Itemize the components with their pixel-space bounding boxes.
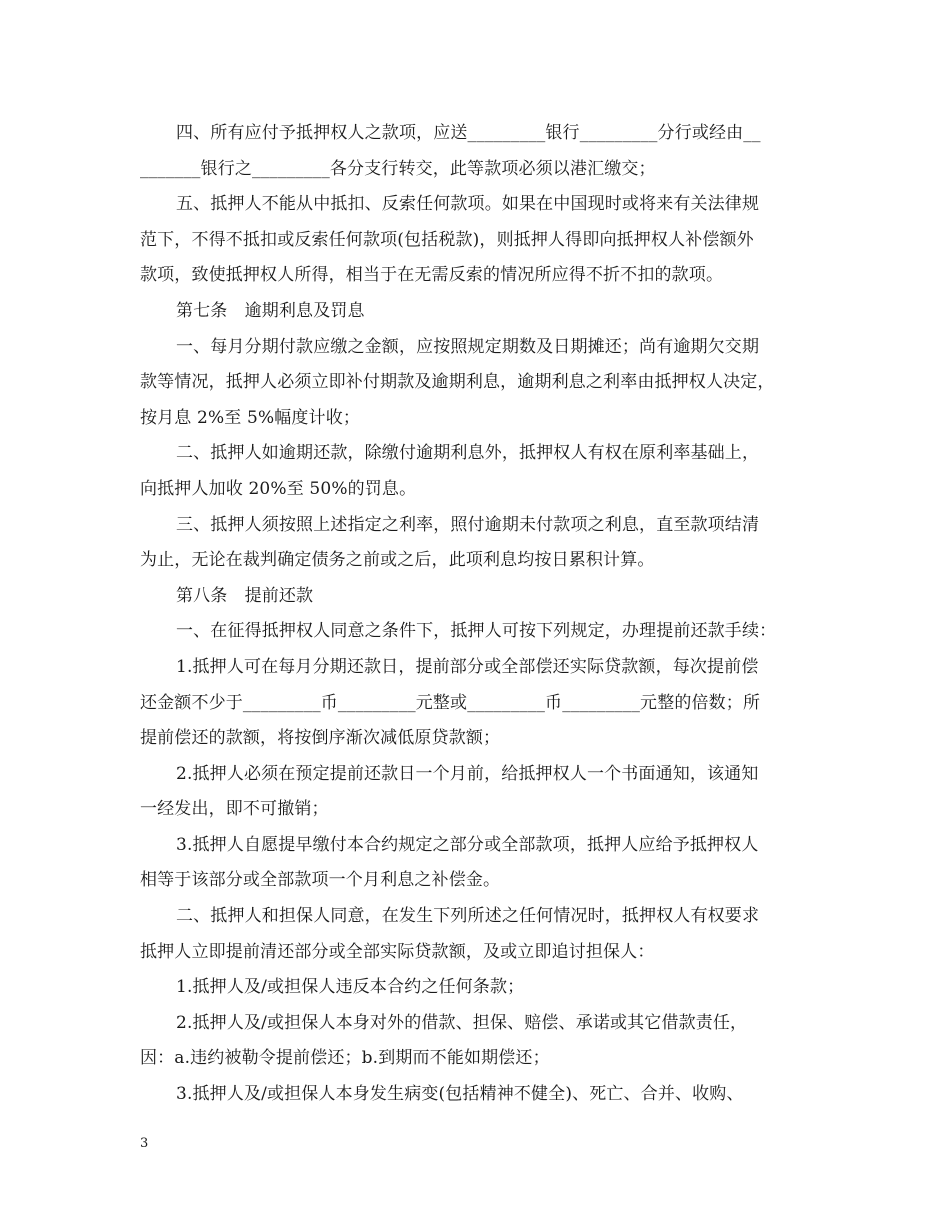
text-line: 四、所有应付予抵押权人之款项，应送_________银行_________分行或经由__ (176, 123, 761, 143)
text-line: 3.抵押人自愿提早缴付本合约规定之部分或全部款项，抵押人应给予抵押权人 (176, 834, 759, 855)
text-line: 1.抵押人可在每月分期还款日，提前部分或全部偿还实际贷款额，每次提前偿 (176, 656, 759, 677)
text-line: _______银行之_________各分支行转交，此等款项必须以港汇缴交； (140, 158, 656, 179)
text-line: 为止，无论在裁判确定债务之前或之后，此项利息均按日累积计算。 (140, 550, 655, 571)
text-line: 2.抵押人及/或担保人本身对外的借款、担保、赔偿、承诺或其它借款责任， (176, 1012, 748, 1033)
text-line: 五、抵押人不能从中抵扣、反索任何款项。如果在中国现时或将来有关法律规 (176, 194, 760, 215)
text-line: 一、每月分期付款应缴之金额，应按照规定期数及日期摊还；尚有逾期欠交期 (176, 336, 760, 357)
text-line: 1.抵押人及/或担保人违反本合约之任何条款； (176, 977, 525, 998)
text-line: 2.抵押人必须在预定提前还款日一个月前，给抵押权人一个书面通知，该通知 (176, 763, 759, 784)
text-line: 二、抵押人如逾期还款，除缴付逾期利息外，抵押权人有权在原利率基础上， (176, 443, 760, 464)
text-line: 向抵押人加收 20%至 50%的罚息。 (140, 478, 417, 499)
text-line: 款项，致使抵押权人所得，相当于在无需反索的情况所应得不折不扣的款项。 (140, 265, 724, 286)
text-line: 二、抵押人和担保人同意，在发生下列所述之任何情况时，抵押权人有权要求 (176, 906, 760, 927)
text-line: 相等于该部分或全部款项一个月利息之补偿金。 (140, 870, 501, 891)
text-line: 提前偿还的款额，将按倒序渐次减低原贷款额； (140, 728, 501, 749)
text-line: 三、抵押人须按照上述指定之利率，照付逾期未付款项之利息，直至款项结清 (176, 514, 760, 535)
text-line: 还金额不少于_________币_________元整或_________币_________元整的倍数；所 (140, 692, 761, 713)
text-line: 抵押人立即提前清还部分或全部实际贷款额，及或立即追讨担保人： (140, 941, 655, 962)
article-heading: 第八条 提前还款 (176, 585, 314, 606)
text-line: 一、在征得抵押权人同意之条件下，抵押人可按下列规定，办理提前还款手续： (176, 621, 777, 642)
text-line: 因：a.违约被勒令提前偿还；b.到期而不能如期偿还； (140, 1048, 550, 1069)
document-body (140, 116, 816, 1113)
text-line: 3.抵押人及/或担保人本身发生病变(包括精神不健全)、死亡、合并、收购、 (176, 1084, 744, 1105)
text-line: 一经发出，即不可撤销； (140, 799, 329, 820)
text-line: 按月息 2%至 5%幅度计收； (140, 407, 360, 428)
page-number: 3 (140, 1136, 149, 1151)
text-line: 款等情况，抵押人必须立即补付期款及逾期利息，逾期利息之利率由抵押权人决定， (140, 372, 775, 393)
text-line: 范下，不得不抵扣或反索任何款项(包括税款)，则抵押人得即向抵押权人补偿额外 (140, 229, 754, 250)
article-heading: 第七条 逾期利息及罚息 (176, 300, 365, 321)
